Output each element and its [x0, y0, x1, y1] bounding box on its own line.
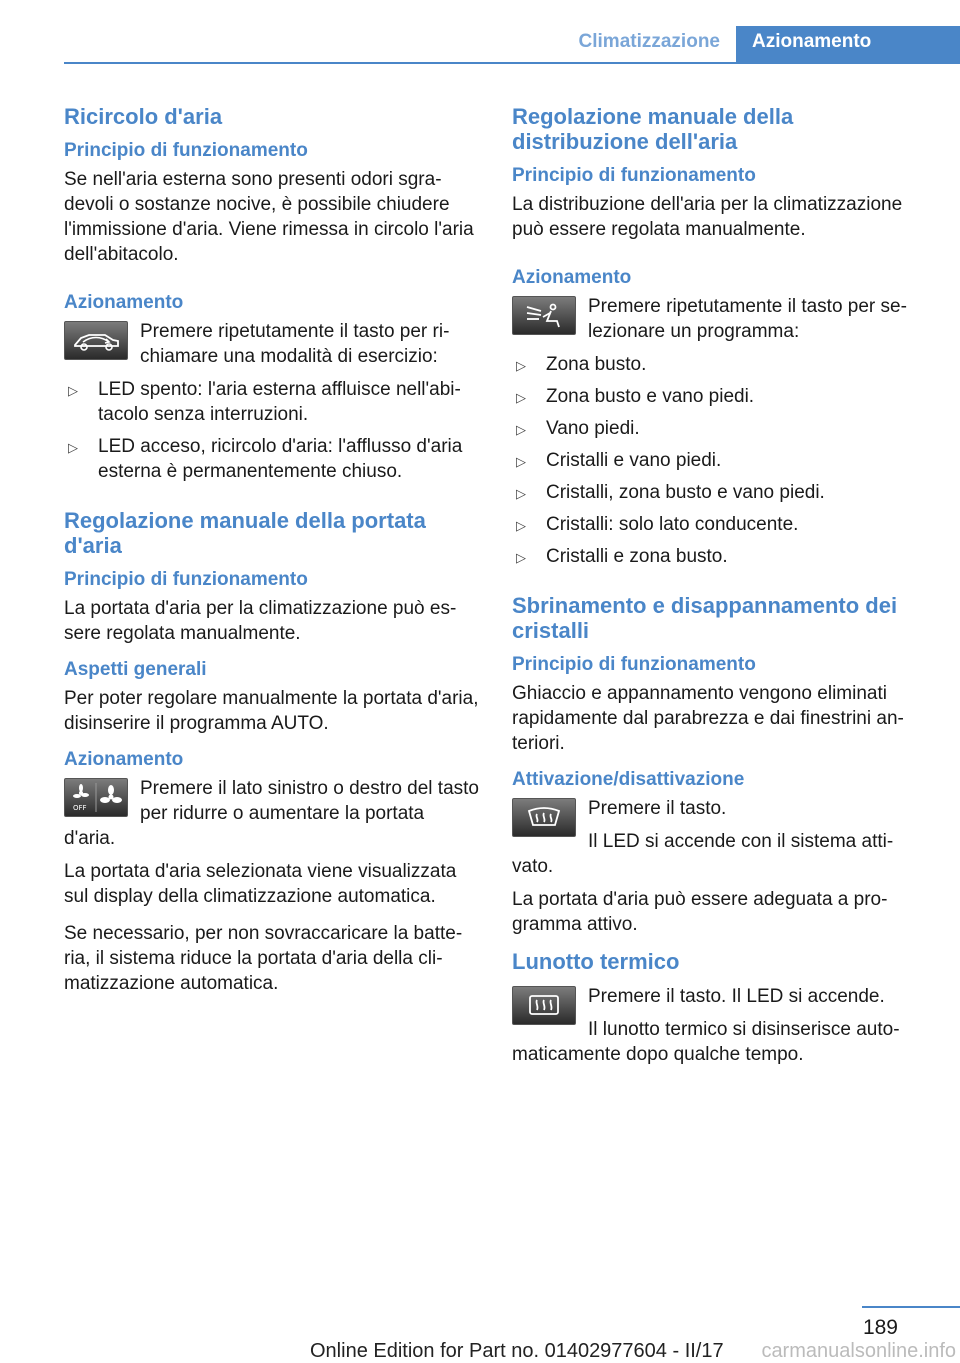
icon-row	[512, 294, 928, 352]
windshield-defrost-icon	[512, 798, 576, 837]
icon-row	[64, 319, 480, 377]
subheading-principle: Principio di funzionamento	[64, 140, 308, 161]
subheading-principle: Principio di funzionamento	[512, 654, 756, 675]
icon-row	[64, 776, 480, 859]
paragraph: Il LED si accende con il sistema attivato.	[512, 831, 894, 877]
watermark: carmanualsonline.info	[761, 1340, 956, 1362]
paragraph: Ghiaccio e appannamento vengono eliminati rapidamente dal parabrezza e dai finestrini anteriori.	[512, 683, 904, 754]
paragraph: Premere il lato sinistro o destro del tasto per ridurre o aumentare la portata d'aria.	[64, 778, 479, 849]
recirculation-car-icon	[64, 321, 128, 360]
section-title-recirculation: Ricircolo d'aria	[64, 104, 223, 129]
bullet-list	[512, 352, 928, 569]
icon-row	[512, 796, 928, 887]
list-item: ▷ LED acceso, ricircolo d'aria: l'afflusso d'aria esterna è permanentemente chiuso.	[68, 436, 463, 482]
paragraph: Premere ripetutamente il tasto per richiamare una modalità di esercizio:	[140, 321, 450, 367]
subheading-operation: Azionamento	[64, 292, 184, 313]
air-distribution-icon	[512, 296, 576, 335]
bullet-icon: ▷	[68, 440, 78, 455]
list-item: ▷ Cristalli e vano piedi.	[512, 448, 928, 473]
subheading-principle: Principio di funzionamento	[64, 569, 308, 590]
paragraph: La portata d'aria per la climatizzazione può essere regolata manualmente.	[64, 598, 457, 644]
subheading-activation: Attivazione/disattivazione	[512, 769, 745, 790]
bullet-list	[64, 377, 480, 484]
list-item: ▷ LED spento: l'aria esterna affluisce nell'abitacolo senza interruzioni.	[68, 379, 461, 425]
section-title-distribution: Regolazione manuale della distribuzione dell'aria	[512, 104, 794, 154]
bullet-icon: ▷	[516, 358, 526, 373]
paragraph: La portata d'aria può essere adeguata a programma attivo.	[512, 889, 888, 935]
page-number: 189	[862, 1316, 898, 1339]
header-tab: Azionamento	[736, 26, 960, 62]
paragraph: Se necessario, per non sovraccaricare la batteria, il sistema riduce la portata d'aria della climatizzazione automatica.	[64, 923, 463, 994]
paragraph: La distribuzione dell'aria per la climatizzazione può essere regolata manualmente.	[512, 194, 903, 240]
paragraph: Premere ripetutamente il tasto per selezionare un programma:	[588, 296, 907, 342]
paragraph: Premere il tasto.	[588, 798, 727, 819]
paragraph: Per poter regolare manualmente la portata d'aria, disinserire il programma AUTO.	[64, 688, 479, 734]
subheading-operation: Azionamento	[512, 267, 632, 288]
list-item: ▷ Cristalli, zona busto e vano piedi.	[512, 480, 928, 505]
section-title-rear-window: Lunotto termico	[512, 949, 680, 974]
list-item: ▷ Vano piedi.	[512, 416, 928, 441]
section-title-defrost: Sbrinamento e disappannamento dei cristalli	[512, 593, 898, 643]
bullet-icon: ▷	[516, 486, 526, 501]
subheading-operation: Azionamento	[64, 749, 184, 770]
subheading-principle: Principio di funzionamento	[512, 165, 756, 186]
paragraph: Il lunotto termico si disinserisce automaticamente dopo qualche tempo.	[512, 1019, 900, 1065]
section-title-airflow: Regolazione manuale della portata d'aria	[64, 508, 426, 558]
page-footer	[0, 1306, 960, 1362]
paragraph: Premere il tasto. Il LED si accende.	[588, 986, 885, 1007]
list-item: ▷ Zona busto e vano piedi.	[512, 384, 928, 409]
bullet-icon: ▷	[516, 518, 526, 533]
bullet-icon: ▷	[516, 422, 526, 437]
list-item: ▷ Cristalli: solo lato conducente.	[512, 512, 928, 537]
list-item: ▷ Cristalli e zona busto.	[512, 544, 928, 569]
left-column	[64, 104, 480, 1008]
right-column	[512, 104, 928, 1075]
fan-speed-icon	[64, 778, 128, 817]
paragraph: La portata d'aria selezionata viene visualizzata sul display della climatizzazione automatica.	[64, 861, 457, 907]
bullet-icon: ▷	[516, 550, 526, 565]
header-section: Climatizzazione	[578, 31, 720, 52]
bullet-icon: ▷	[68, 383, 78, 398]
bullet-icon: ▷	[516, 454, 526, 469]
icon-row	[512, 984, 928, 1075]
svg-text:OFF: OFF	[73, 804, 87, 812]
bullet-icon: ▷	[516, 390, 526, 405]
rear-window-defrost-icon	[512, 986, 576, 1025]
edition-note: Online Edition for Part no. 01402977604 - II/17	[310, 1340, 724, 1362]
subheading-general: Aspetti generali	[64, 659, 207, 680]
paragraph: Se nell'aria esterna sono presenti odori sgradevoli o sostanze nocive, è possibile chiudere l'immissione d'aria. Viene rimessa in circolo l'aria dell'abitacolo.	[64, 169, 474, 265]
page-header	[64, 26, 960, 64]
list-item: ▷ Zona busto.	[512, 352, 928, 377]
